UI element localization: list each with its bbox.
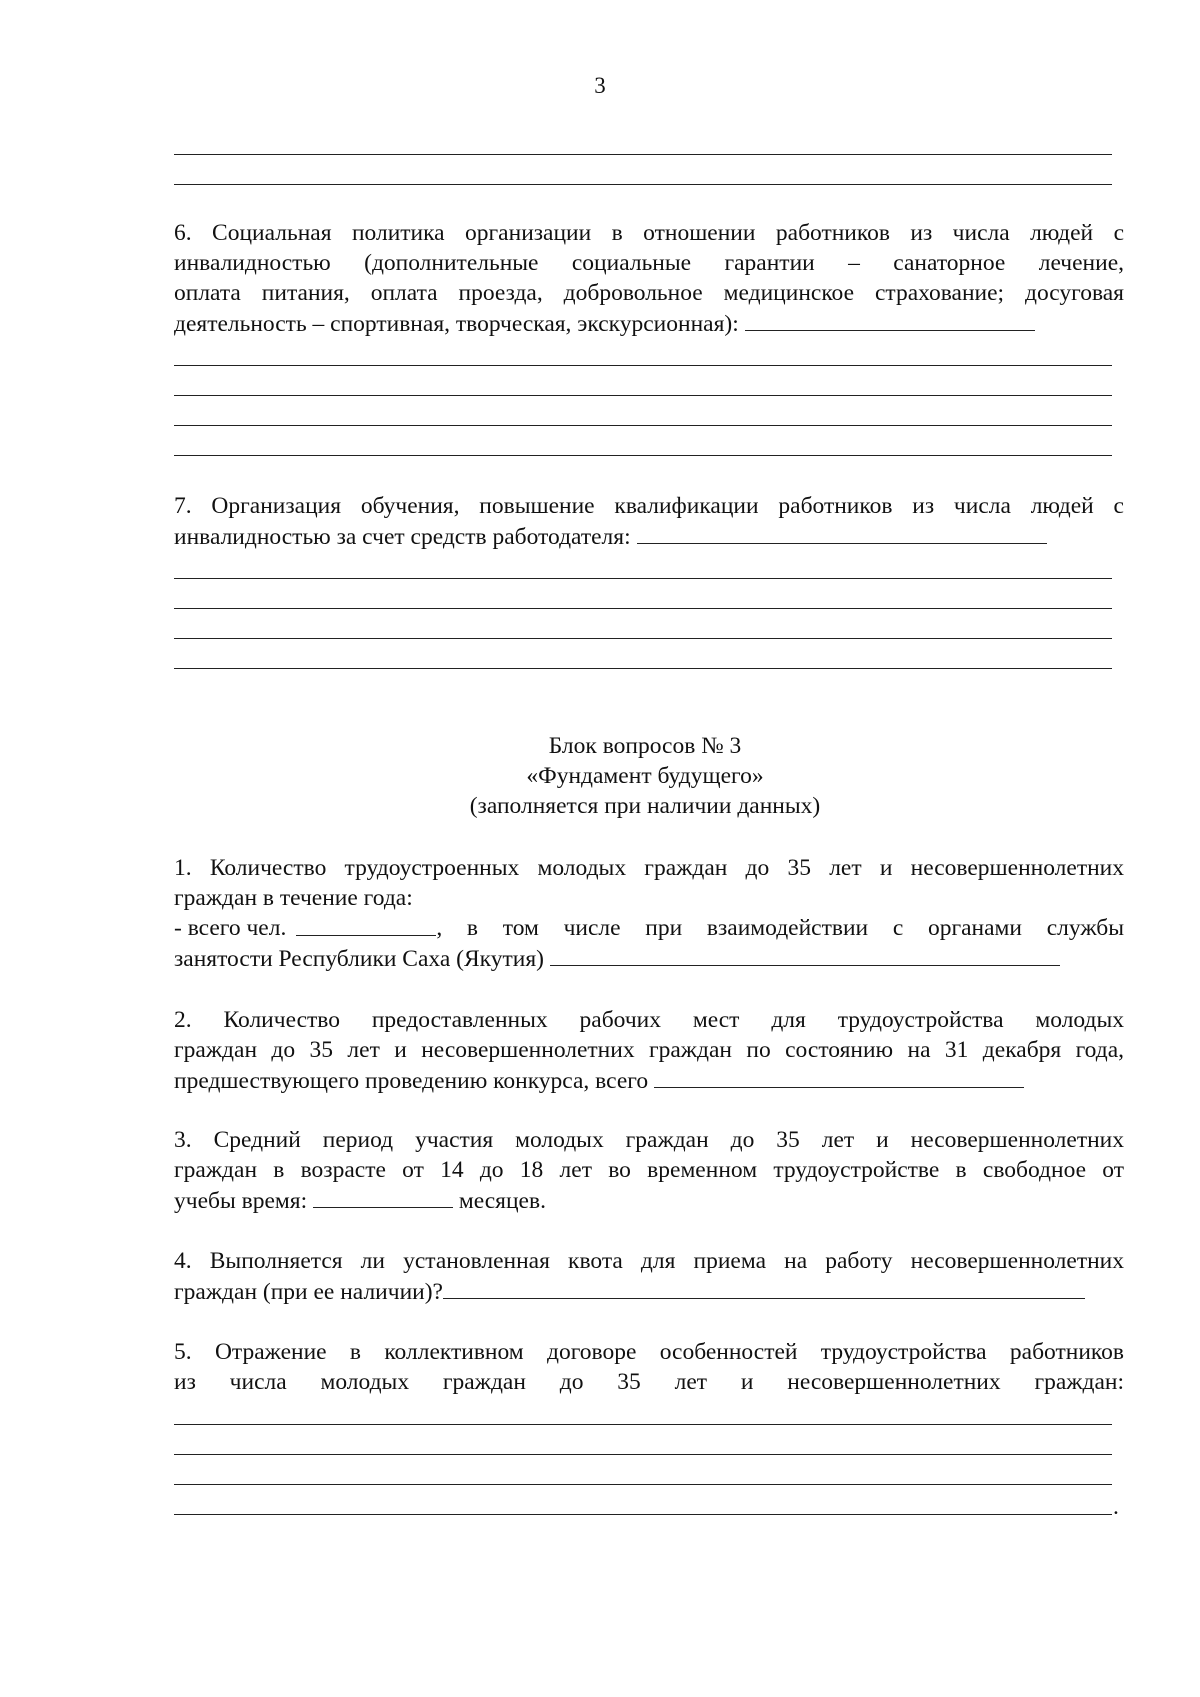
- question-line: [174, 1276, 1124, 1306]
- question-line: 4. Выполняется ли установленная квота для приема на работу несовершеннолетних: [174, 1248, 1124, 1274]
- answer-line[interactable]: [174, 154, 1112, 155]
- answer-line[interactable]: [174, 1514, 1112, 1515]
- question-text: месяцев.: [458, 1188, 546, 1214]
- question-6-line: оплата питания, оплата проезда, добровольное медицинское страхование; досуговая: [174, 280, 1124, 306]
- question-line: 2. Количество предоставленных рабочих мест для трудоустройства молодых: [174, 1007, 1124, 1033]
- answer-blank[interactable]: [550, 943, 1060, 966]
- question-text: предшествующего проведению конкурса, всего: [174, 1068, 649, 1094]
- block3-question-3: [174, 1125, 1124, 1215]
- question-text: , в том числе при взаимодействии с органами службы: [436, 915, 1124, 941]
- question-line: граждан в течение года:: [174, 885, 413, 911]
- question-line: из числа молодых граждан до 35 лет и несовершеннолетних граждан:: [174, 1369, 1124, 1395]
- question-7: [174, 491, 1124, 551]
- question-text: занятости Республики Саха (Якутия): [174, 946, 544, 972]
- question-6-text: деятельность – спортивная, творческая, экскурсионная):: [174, 311, 739, 337]
- question-6-line: 6. Социальная политика организации в отношении работников из числа людей с: [174, 220, 1124, 246]
- total-count-blank[interactable]: [296, 913, 436, 936]
- answer-line[interactable]: [174, 365, 1112, 366]
- answer-line[interactable]: [174, 184, 1112, 185]
- block-title: Блок вопросов № 3: [548, 733, 742, 759]
- page-number: 3: [594, 73, 606, 98]
- question-line: 1. Количество трудоустроенных молодых граждан до 35 лет и несовершеннолетних: [174, 855, 1124, 881]
- answer-line[interactable]: [174, 395, 1112, 396]
- months-blank[interactable]: [313, 1185, 453, 1208]
- block3-question-4: [174, 1246, 1124, 1306]
- total-label: - всего чел.: [174, 915, 287, 941]
- question-7-text: инвалидностью за счет средств работодателя:: [174, 524, 631, 550]
- answer-line[interactable]: [174, 425, 1112, 426]
- block3-question-2: [174, 1005, 1124, 1095]
- answer-line[interactable]: [174, 578, 1112, 579]
- question-6-line: [174, 308, 1124, 338]
- question-line: [174, 943, 1124, 973]
- answer-blank[interactable]: [637, 521, 1047, 544]
- block-note: (заполняется при наличии данных): [469, 793, 821, 819]
- block-subtitle: «Фундамент будущего»: [526, 763, 764, 789]
- question-6-line: инвалидностью (дополнительные социальные гарантии – санаторное лечение,: [174, 250, 1124, 276]
- question-line: 3. Средний период участия молодых граждан до 35 лет и несовершеннолетних: [174, 1127, 1124, 1153]
- question-line: граждан до 35 лет и несовершеннолетних граждан по состоянию на 31 декабря года,: [174, 1037, 1124, 1063]
- answer-line[interactable]: [174, 608, 1112, 609]
- answer-blank[interactable]: [745, 308, 1035, 331]
- answer-line[interactable]: [174, 455, 1112, 456]
- block3-question-5: [174, 1337, 1124, 1397]
- answer-line[interactable]: [174, 638, 1112, 639]
- question-line: [174, 913, 1124, 943]
- question-6: [174, 218, 1124, 338]
- answer-line[interactable]: [174, 1424, 1112, 1425]
- answer-blank[interactable]: [654, 1065, 1024, 1088]
- question-line: [174, 1185, 1124, 1215]
- block3-question-1: [174, 853, 1124, 973]
- answer-line[interactable]: [174, 1454, 1112, 1455]
- question-text: учебы время:: [174, 1188, 308, 1214]
- question-text: граждан (при ее наличии)?: [174, 1279, 443, 1305]
- answer-line[interactable]: [174, 668, 1112, 669]
- answer-blank[interactable]: [443, 1276, 1085, 1299]
- question-line: 5. Отражение в коллективном договоре особенностей трудоустройства работников: [174, 1339, 1124, 1365]
- answer-line[interactable]: [174, 1484, 1112, 1485]
- question-7-line: 7. Организация обучения, повышение квалификации работников из числа людей с: [174, 493, 1124, 519]
- question-line: граждан в возрасте от 14 до 18 лет во временном трудоустройстве в свободное от: [174, 1157, 1124, 1183]
- question-line: [174, 1065, 1124, 1095]
- end-mark: .: [1113, 1494, 1119, 1520]
- question-7-line: [174, 521, 1124, 551]
